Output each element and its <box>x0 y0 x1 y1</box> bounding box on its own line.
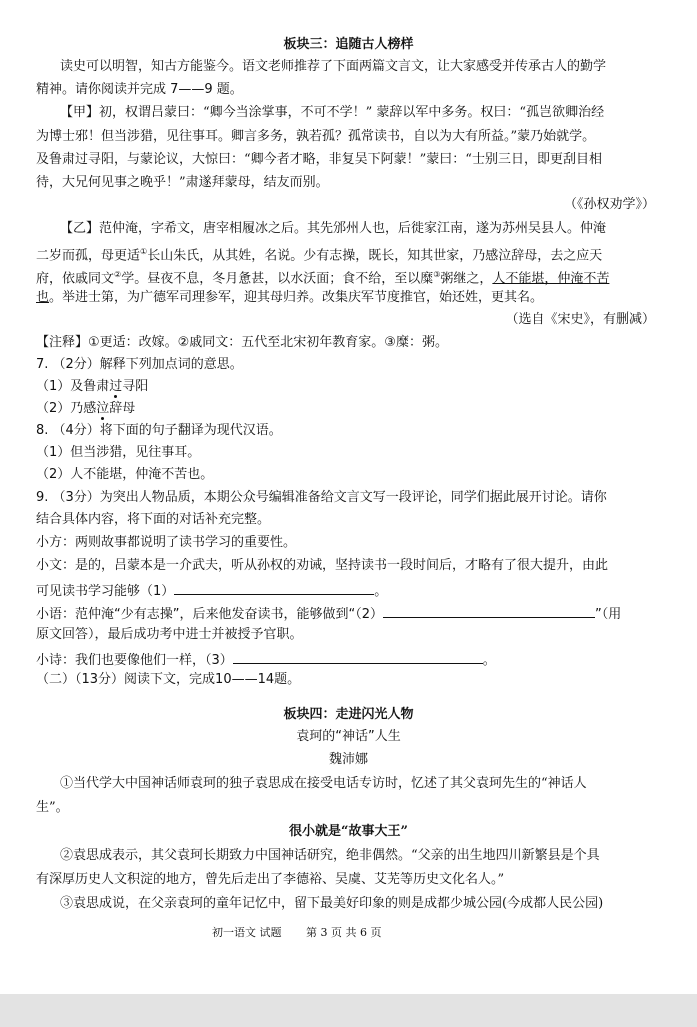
underlined-sentence: 人不能堪，仲淹不苦 <box>492 271 610 287</box>
dialogue-xiaoyu-line1: 小语：范仲淹“少有志操”，后来他发奋读书，能够做到“（2） ”（用 <box>36 603 621 624</box>
footer-page-number: 第 3 页 共 6 页 <box>306 926 382 939</box>
dialogue-xiaoyu-line2: 原文回答），最后成功考中进士并被授予官职。 <box>36 627 303 642</box>
passage-b-line2: 二岁而孤，母更适①长山朱氏，从其姓，名说。少有志操，既长，知其世家，乃感泣辞母，去之应天 <box>36 247 603 264</box>
passage-a-line1: 【甲】初，权谓吕蒙曰：“卿今当涂掌事，不可不学！” 蒙辞以军中多务。权曰：“孤岂欲卿治经 <box>60 105 605 120</box>
article-p3-line1: ③袁思成说，在父亲袁珂的童年记忆中，留下最美好印象的则是成都少城公园(今成都人民公园) <box>60 896 604 911</box>
article-p2-line2: 有深厚历史人文积淀的地方，曾先后走出了李德裕、吴虞、艾芜等历史文化名人。” <box>36 872 505 887</box>
passage-a-line3: 及鲁肃过寻阳，与蒙论议，大惊曰：“卿今者才略，非复吴下阿蒙！”蒙曰：“士别三日，即更刮目相 <box>36 152 602 167</box>
question-8-stem: 8. （4分）将下面的句子翻译为现代汉语。 <box>36 423 282 438</box>
article-p1-line1: ①当代学大中国神话师袁珂的独子袁思成在接受电话专访时，忆述了其父袁珂先生的“神话人 <box>60 776 587 791</box>
passage-b-line1: 【乙】范仲淹，字希文，唐宰相履冰之后。其先邠州人也，后徙家江南，遂为苏州吴县人。仲淹 <box>60 221 607 236</box>
footer-subject: 初一语文 试题 <box>212 926 282 939</box>
section3-heading: 板块三：追随古人榜样 <box>283 37 414 52</box>
viewer-bottom-bar <box>0 994 697 1027</box>
question-7-item1: （1）及鲁肃过寻阳 <box>36 379 149 394</box>
question-9-stem-line1: 9. （3分）为突出人物品质，本期公众号编辑准备给文言文写一段评论，同学们据此展开讨论。请你 <box>36 490 607 505</box>
question-8-item1: （1）但当涉猎，见往事耳。 <box>36 445 201 460</box>
article-title: 袁珂的“神话”人生 <box>296 729 401 744</box>
dialogue-xiaoshi: 小诗：我们也要像他们一样，（3） 。 <box>36 649 496 670</box>
question-9-stem-line2: 结合具体内容，将下面的对话补充完整。 <box>36 512 271 527</box>
part-two-instruction: （二）（13分）阅读下文，完成10——14题。 <box>36 672 301 687</box>
dialogue-xiaowen-line2: 可见读书学习能够（1） 。 <box>36 580 387 601</box>
question-7-item2: （2）乃感泣辞母 <box>36 401 136 416</box>
answer-blank-3[interactable] <box>233 649 483 664</box>
note-marker-1: ① <box>140 247 148 256</box>
passage-b-source: （选自《宋史》，有删减） <box>505 312 655 327</box>
article-subheading: 很小就是“故事大王” <box>289 824 408 839</box>
passage-b-line4: 也。举进士第，为广德军司理参军，迎其母归养。改集庆军节度推官，始还姓，更其名。 <box>36 290 544 305</box>
question-7-stem: 7. （2分）解释下列加点词的意思。 <box>36 357 243 372</box>
answer-blank-2[interactable] <box>383 603 595 618</box>
section3-intro-line1: 读史可以明智，知古方能鉴今。语文老师推荐了下面两篇文言文，让大家感受并传承古人的勤学 <box>60 59 607 74</box>
section4-heading: 板块四：走进闪光人物 <box>283 707 414 722</box>
article-p1-line2: 生”。 <box>36 800 69 815</box>
answer-blank-1[interactable] <box>174 580 374 595</box>
question-8-item2: （2）人不能堪，仲淹不苦也。 <box>36 467 214 482</box>
passage-a-source: （《孙权劝学》） <box>563 197 655 212</box>
article-author: 魏沛娜 <box>328 752 368 767</box>
section3-intro-line2: 精神。请你阅读并完成 7——9 题。 <box>36 82 243 97</box>
dialogue-xiaofang: 小方：两则故事都说明了读书学习的重要性。 <box>36 535 297 550</box>
note-marker-3: ③ <box>433 270 441 279</box>
passage-a-line4: 待，大兄何见事之晚乎！”肃遂拜蒙母，结友而别。 <box>36 175 329 190</box>
passage-a-line2: 为博士邪！但当涉猎，见往事耳。卿言多务，孰若孤？孤常读书，自以为大有所益。”蒙乃始就学。 <box>36 129 596 144</box>
passage-b-line3: 府，依戚同文②学。昼夜不息，冬月惫甚，以水沃面；食不给，至以糜③粥继之，人不能堪，仲淹不苦 <box>36 270 610 287</box>
article-p2-line1: ②袁思成表示，其父袁珂长期致力中国神话研究，绝非偶然。“父亲的出生地四川新繁县是个具 <box>60 848 600 863</box>
note-marker-2: ② <box>114 270 122 279</box>
annotation-notes: 【注释】①更适：改嫁。②戚同文：五代至北宋初年教育家。③糜：粥。 <box>36 335 448 350</box>
dialogue-xiaowen-line1: 小文：是的，吕蒙本是一介武夫，听从孙权的劝诫，坚持读书一段时间后，才略有了很大提升，由此 <box>36 558 609 573</box>
